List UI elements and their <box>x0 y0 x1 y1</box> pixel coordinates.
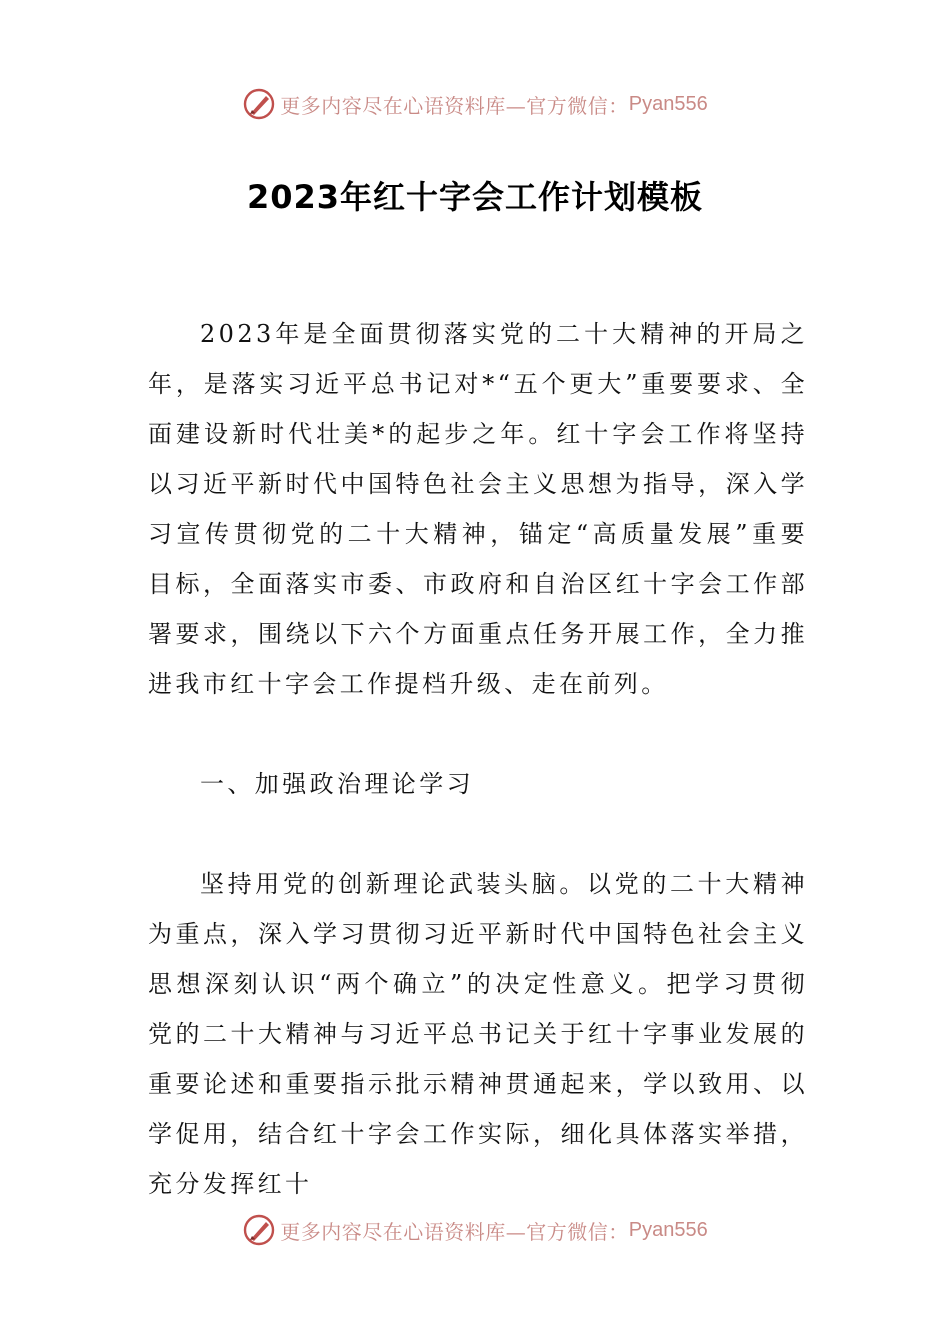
header-watermark <box>0 84 950 124</box>
section-heading-1: 一、加强政治理论学习 <box>200 770 474 798</box>
footer-watermark <box>0 1210 950 1250</box>
pen-logo-icon <box>242 87 276 121</box>
watermark-handle: Pyan556 <box>628 92 708 115</box>
body-paragraph-1: 2023年是全面贯彻落实党的二十大精神的开局之年，是落实习近平总书记对*“五个更大”重要要求、全面建设新时代壮美*的起步之年。红十字会工作将坚持以习近平新时代中国特色社会主义思想为指导，深入学习宣传贯彻党的二十大精神，锚定“高质量发展”重要目标，全面落实市委、市政府和自治区红十字会工作部署要求，围绕以下六个方面重点任务开展工作，全力推进我市红十字会工作提档升级、走在前列。 <box>148 320 808 698</box>
watermark-handle: Pyan556 <box>628 1218 708 1241</box>
watermark-text: 更多内容尽在心语资料库—官方微信： <box>280 1219 629 1244</box>
document-title: 2023年红十字会工作计划模板 <box>246 178 704 216</box>
watermark-text: 更多内容尽在心语资料库—官方微信： <box>280 93 629 118</box>
body-paragraph-2: 坚持用党的创新理论武装头脑。以党的二十大精神为重点，深入学习贯彻习近平新时代中国特色社会主义思想深刻认识“两个确立”的决定性意义。把学习贯彻党的二十大精神与习近平总书记关于红十字事业发展的重要论述和重要指示批示精神贯通起来，学以致用、以学促用，结合红十字会工作实际，细化具体落实举措，充分发挥红十 <box>148 870 808 1198</box>
pen-logo-icon <box>242 1213 276 1247</box>
